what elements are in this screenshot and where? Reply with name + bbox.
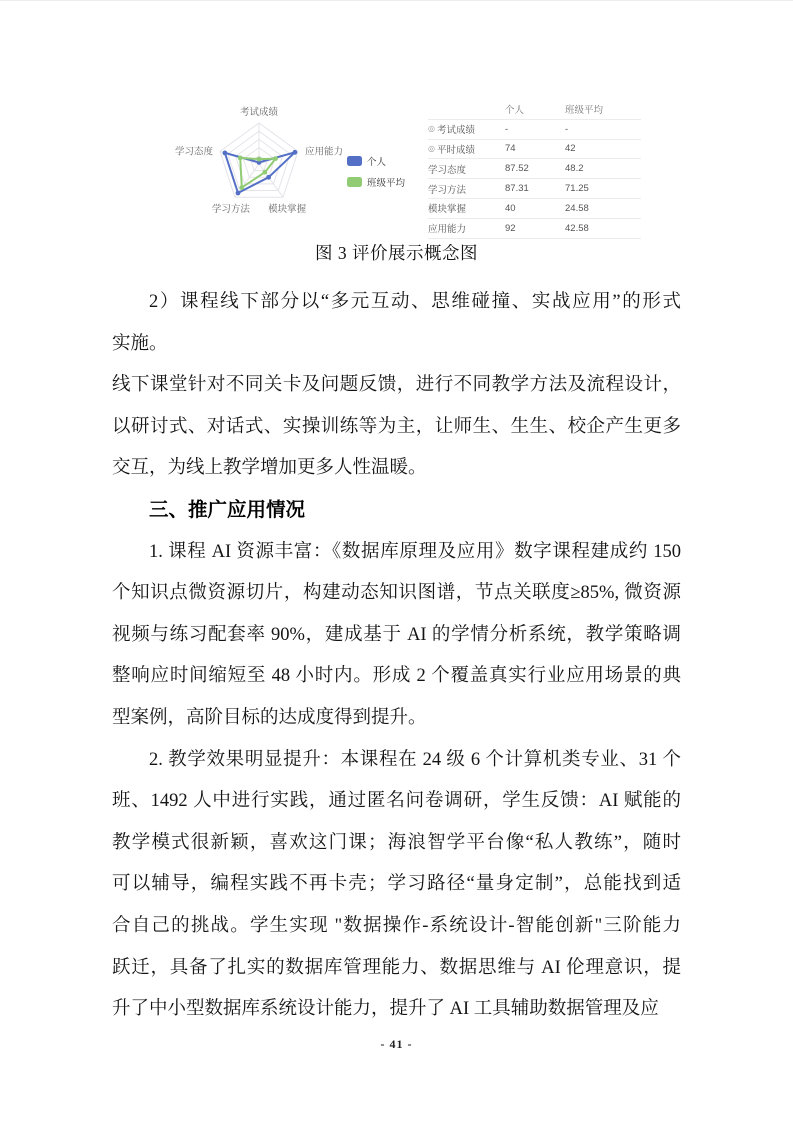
text-line: 型案例，高阶目标的达成度得到提升。 (112, 707, 427, 728)
radar-axis-label: 学习态度 (174, 146, 213, 158)
radar-point-class-average (273, 156, 278, 161)
table-row-label: 模块掌握 (428, 204, 467, 216)
table-cell-label (428, 122, 505, 136)
table-row (428, 120, 641, 140)
table-row-label: 考试成绩 (436, 125, 475, 137)
legend-item-class-average (347, 175, 405, 189)
table-cell-label (428, 162, 505, 176)
text-line: 交互，为线上教学增加更多人性温暖。 (112, 458, 427, 479)
figure-caption: 图 3 评价展示概念图 (315, 243, 478, 263)
table-cell-label (428, 201, 505, 215)
table-row (428, 159, 641, 179)
radar-point-class-average (263, 170, 268, 175)
table-cell-class-average: 42 (565, 143, 576, 155)
table-row (428, 219, 641, 239)
radar-point-personal (223, 151, 228, 156)
text-line: 整响应时间缩短至 48 小时内。形成 2 个覆盖真实行业应用场景的典 (112, 666, 681, 687)
table-row-label: 平时成绩 (436, 144, 475, 156)
radar-point-personal (266, 175, 271, 180)
section-heading: 三、推广应用情况 (149, 499, 306, 521)
text-line: 视频与练习配套率 90%，建成基于 AI 的学情分析系统，教学策略调 (112, 624, 681, 645)
table-cell-personal: 74 (505, 143, 516, 155)
radar-point-class-average (239, 185, 244, 190)
table-cell-label (428, 182, 505, 196)
table-cell-label (428, 221, 505, 235)
radar-point-personal (293, 150, 298, 155)
table-row (428, 179, 641, 199)
table-cell-class-average: 42.58 (565, 222, 589, 234)
table-cell-class-average: 班级平均 (565, 105, 604, 117)
row-marker-icon: ◎ (428, 143, 435, 153)
table-row (428, 199, 641, 219)
legend-swatch-icon (347, 156, 362, 166)
body-text (112, 282, 681, 1031)
table-cell-class-average: 48.2 (565, 163, 584, 175)
legend-item-personal (347, 154, 405, 168)
text-line: 实施。 (112, 333, 168, 354)
table-cell-personal: 87.52 (505, 163, 529, 175)
page-number: - 41 - (380, 1037, 413, 1051)
text-line: 2）课程线下部分以“多元互动、思维碰撞、实战应用”的形式 (149, 292, 681, 312)
table-row-label: 学习方法 (428, 184, 467, 196)
table-cell-label (428, 142, 505, 156)
table-cell-personal: 87.31 (505, 183, 529, 195)
text-line: 线下课堂针对不同关卡及问题反馈，进行不同教学方法及流程设计， (112, 375, 681, 396)
text-line: 1. 课程 AI 资源丰富：《数据库原理及应用》数字课程建成约 150 (149, 541, 681, 562)
table-row (428, 140, 641, 160)
score-table (428, 100, 641, 239)
radar-point-personal (236, 191, 241, 196)
radar-axis-label: 考试成绩 (239, 107, 279, 118)
radar-axis-label: 模块掌握 (268, 204, 307, 216)
legend-label: 个人 (367, 157, 387, 168)
evaluation-figure (0, 1, 793, 241)
table-row-label: 应用能力 (428, 224, 467, 236)
table-cell-personal: 个人 (505, 105, 525, 117)
table-row-label: 学习态度 (428, 164, 467, 176)
radar-point-class-average (257, 157, 262, 162)
text-line: 升了中小型数据库系统设计能力，提升了 AI 工具辅助数据管理及应 (112, 999, 659, 1020)
radar-axis-label: 学习方法 (211, 204, 250, 216)
text-line: 班、1492 人中进行实践，通过匿名问卷调研，学生反馈：AI 赋能的 (112, 791, 681, 812)
table-cell-class-average: 71.25 (565, 183, 589, 195)
table-cell-class-average: 24.58 (565, 202, 589, 214)
text-line: 跃迁，具备了扎实的数据库管理能力、数据思维与 AI 伦理意识，提 (112, 957, 681, 978)
table-cell-personal: - (505, 123, 509, 135)
text-line: 合自己的挑战。学生实现 "数据操作-系统设计-智能创新"三阶能力 (112, 915, 681, 936)
text-line: 个知识点微资源切片，构建动态知识图谱，节点关联度≥85%, 微资源 (112, 583, 681, 604)
table-cell-personal: 92 (505, 222, 516, 234)
legend-swatch-icon (347, 177, 362, 187)
table-header-row (428, 100, 641, 120)
text-line: 以研讨式、对话式、实操训练等为主，让师生、生生、校企产生更多 (112, 416, 681, 437)
text-line: 2. 教学效果明显提升：本课程在 24 级 6 个计算机类专业、31 个 (149, 749, 681, 770)
radar-point-class-average (238, 156, 243, 161)
radar-axis-label: 应用能力 (305, 146, 344, 158)
row-marker-icon: ◎ (428, 124, 435, 134)
table-cell-class-average: - (565, 123, 569, 135)
legend-label: 班级平均 (367, 178, 406, 189)
text-line: 可以辅导，编程实践不再卡壳；学习路径“量身定制”，总能找到适 (112, 874, 681, 895)
text-line: 教学模式很新颖，喜欢这门课；海浪智学平台像“私人教练”，随时 (112, 832, 681, 853)
table-cell-personal: 40 (505, 202, 516, 214)
chart-legend (347, 154, 405, 189)
